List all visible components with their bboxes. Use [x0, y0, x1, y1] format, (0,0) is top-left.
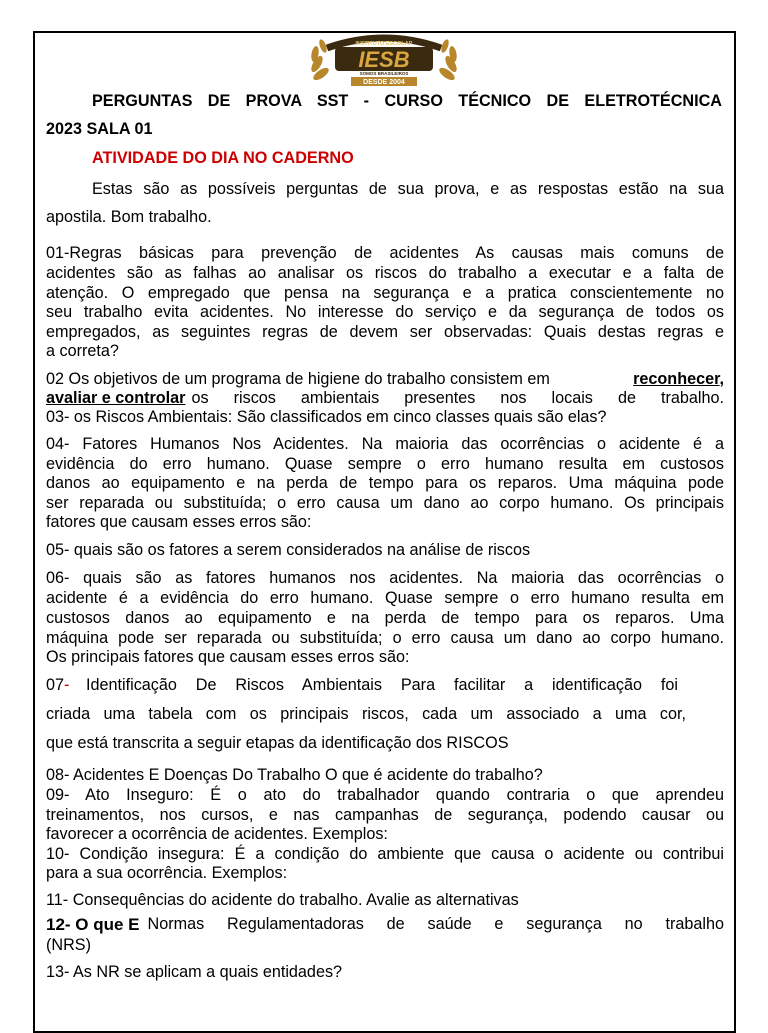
- q01-line: 01-Regras básicas para prevenção de acidentes As causas mais comuns de: [46, 244, 724, 262]
- q04-line: ser reparada ou substituída; o erro causa um dano ao corpo humano. Os principais: [46, 494, 724, 512]
- q09-line: favorecer a ocorrência de acidentes. Exemplos:: [46, 825, 388, 843]
- q12-line2: (NRS): [46, 936, 91, 954]
- intro-line1: Estas são as possíveis perguntas de sua prova, e as respostas estão na sua: [92, 180, 724, 198]
- title-line1: PERGUNTAS DE PROVA SST - CURSO TÉCNICO DE ELETROTÉCNICA: [92, 92, 722, 110]
- q01-line: acidentes são as falhas ao analisar os riscos do trabalho a executar e a falta de: [46, 264, 724, 282]
- q02-prefix: 02 Os objetivos de um programa de higiene do trabalho consistem em: [46, 370, 550, 388]
- q03-text: 03- os Riscos Ambientais: São classificados em cinco classes quais são elas?: [46, 408, 607, 426]
- q04-line: fatores que causam esses erros são:: [46, 513, 312, 531]
- q02-bold-avaliar: avaliar e controlar: [46, 389, 186, 407]
- q06-line: 06- quais são as fatores humanos nos acidentes. Na maioria das ocorrências o: [46, 569, 724, 587]
- q06-line: acidente é a evidência do erro humano. Quase sempre o erro humano resulta em: [46, 589, 724, 607]
- q04-line: evidência do erro humano. Quase sempre o erro humano resulta em custosos: [46, 455, 724, 473]
- logo-brand: IESB: [358, 47, 410, 72]
- q12-rest: Normas Regulamentadoras de saúde e segurança no trabalho: [147, 915, 724, 933]
- q10-line: para a sua ocorrência. Exemplos:: [46, 864, 288, 882]
- q01-line: empregados, as seguintes regras de devem ser observadas: Quais destas regras e: [46, 323, 724, 341]
- q07-line1: [46, 676, 724, 695]
- q09-line: 09- Ato Inseguro: É o ato do trabalhador quando contraria o que aprendeu: [46, 786, 724, 804]
- q11-text: 11- Consequências do acidente do trabalho. Avalie as alternativas: [46, 891, 519, 909]
- q02-suffix: os riscos ambientais presentes nos locais de trabalho.: [191, 389, 724, 407]
- q12-line1: [46, 915, 724, 935]
- q01-line: seu trabalho evita acidentes. No interesse do serviço e da segurança de todos os: [46, 303, 724, 321]
- q04-line: danos ao equipamento e na perda de tempo para os reparos. Uma máquina pode: [46, 474, 724, 492]
- q07-line2: criada uma tabela com os principais riscos, cada um associado a uma cor,: [46, 705, 686, 723]
- q10-line: 10- Condição insegura: É a condição do ambiente que causa o acidente ou contribui: [46, 845, 724, 863]
- title-line2: 2023 SALA 01: [46, 120, 153, 138]
- q12-bold: 12- O que E: [46, 915, 140, 934]
- q13-text: 13- As NR se aplicam a quais entidades?: [46, 963, 343, 981]
- q06-line: máquina pode ser reparada ou substituída; o erro causa um dano ao corpo humano.: [46, 629, 724, 647]
- q02-bold-reconhecer: reconhecer,: [633, 370, 724, 388]
- q05-text: 05- quais são os fatores a serem considerados na análise de riscos: [46, 541, 531, 559]
- logo-top-text: INSTITUTO ESCOLAR: [355, 41, 413, 47]
- q01-line: atenção. O empregado que pensa na segurança e a pratica conscientemente no: [46, 284, 724, 302]
- q06-line: Os principais fatores que causam esses erros são:: [46, 648, 410, 666]
- logo-middle-text: SOMOS BRASILEIROS: [359, 71, 409, 76]
- q07-line1-text: Identificação De Riscos Ambientais Para facilitar a identificação foi: [86, 676, 678, 694]
- intro-line2: apostila. Bom trabalho.: [46, 208, 212, 226]
- q01-line: a correta?: [46, 342, 119, 360]
- activity-heading: ATIVIDADE DO DIA NO CADERNO: [92, 149, 354, 167]
- q07-number: 07: [46, 676, 65, 694]
- logo-banner: DESDE 2004: [363, 79, 405, 86]
- q09-line: treinamentos, nos cursos, e nas campanhas de segurança, podendo causar ou: [46, 806, 724, 824]
- q02-line2: [46, 389, 724, 408]
- q02-line1: [46, 370, 724, 389]
- q07-line3: que está transcrita a seguir etapas da identificação dos RISCOS: [46, 734, 509, 752]
- q04-line: 04- Fatores Humanos Nos Acidentes. Na maioria das ocorrências o acidente é a: [46, 435, 724, 453]
- q06-line: custosos danos ao equipamento e na perda de tempo para os reparos. Uma: [46, 609, 724, 627]
- q07-dash: -: [64, 676, 70, 694]
- q08-text: 08- Acidentes E Doenças Do Trabalho O que é acidente do trabalho?: [46, 766, 543, 784]
- school-logo: [305, 34, 463, 86]
